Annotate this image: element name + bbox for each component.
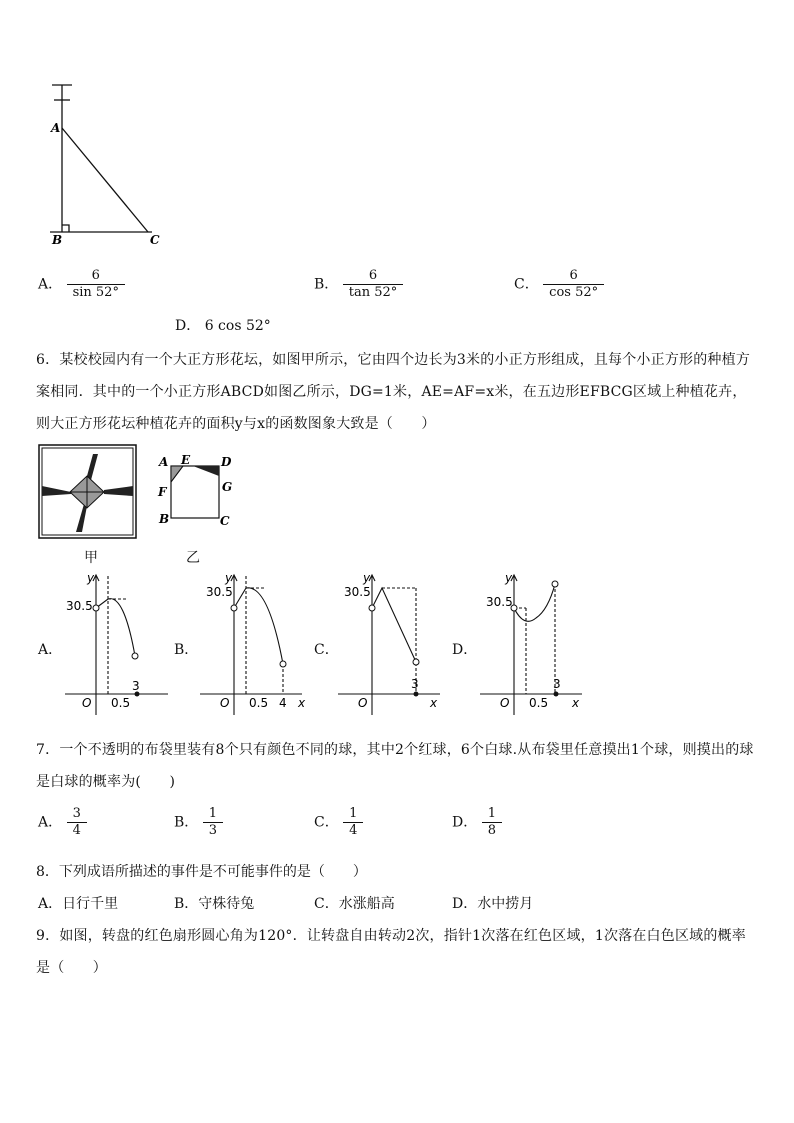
graph-c-x-tick-1: 3 [411,677,419,691]
q9-question: 9．如图，转盘的红色扇形圆心角为120°．让转盘自由转动2次，指针1次落在红色区域，1次落在白色区域的概率是（ ） [36,928,746,976]
graph-d-x-tick-2: 3 [553,677,561,691]
q5-triangle-figure [40,80,170,250]
figure-yi [155,452,237,530]
graph-a-y-label: y [87,571,95,585]
graph-d-y-tick: 30.5 [486,595,513,609]
q7-option-d[interactable]: D． $\frac{1}{8}$ [452,806,502,839]
graph-d-y-label: y [505,571,513,585]
q6-graph-c[interactable] [336,570,446,720]
q6-option-b-letter[interactable]: B． [174,642,199,658]
label-C: C [150,233,160,247]
fraction: $\frac{1}{8}$ [482,806,502,839]
graph-d-x-label: x [572,696,580,710]
q6-graph-b[interactable] [198,570,308,720]
graph-b-y-label: y [225,571,233,585]
q8-option-d[interactable]: D．水中捞月 [452,896,534,912]
q7-option-b[interactable]: B． $\frac{1}{3}$ [174,806,223,839]
q8-question: 8．下列成语所描述的事件是不可能事件的是（ ） [36,864,367,880]
yi-label-F: F [158,485,167,499]
yi-label-E: E [181,453,191,467]
yi-label-D: D [221,455,232,469]
fraction: $\frac{1}{4}$ [343,806,363,839]
yi-label-C: C [220,514,230,528]
fraction: $\frac{6}{\tan 52^\circ}$ [343,268,404,301]
q5-option-b[interactable]: B． $\frac{6}{\tan 52^\circ}$ [314,268,403,301]
q6-option-d-letter[interactable]: D． [452,642,478,658]
graph-b-x-tick-1: 0.5 [249,696,269,710]
graph-c-y-label: y [363,571,371,585]
label-B: B [52,233,63,247]
graph-a-origin: O [82,696,92,710]
q7-option-c[interactable]: C． $\frac{1}{4}$ [314,806,363,839]
q7-option-a[interactable]: A． $\frac{3}{4}$ [38,806,87,839]
q8-option-a[interactable]: A．日行千里 [38,896,119,912]
label-A: A [51,121,61,135]
yi-label-A: A [159,455,169,469]
graph-a-y-tick: 30.5 [66,599,93,613]
figure-jia-caption: 甲 [84,550,98,566]
graph-b-y-tick: 30.5 [206,585,233,599]
q6-option-a-letter[interactable]: A． [38,642,63,658]
graph-c-y-tick: 30.5 [344,585,371,599]
graph-d-origin: O [500,696,510,710]
graph-b-x-tick-2: 4 [279,696,287,710]
graph-a-x-tick-1: 0.5 [111,696,131,710]
graph-b-x-label: x [298,696,306,710]
figure-jia [38,444,138,540]
graph-a-x-tick-2: 3 [132,679,140,693]
graph-c-origin: O [358,696,368,710]
q7-question: 7．一个不透明的布袋里装有8个只有颜色不同的球，其中2个红球，6个白球.从布袋里任意摸出1个球，则摸出的球是白球的概率为( ) [36,742,754,790]
yi-label-G: G [222,480,233,494]
q8-option-b[interactable]: B．守株待兔 [174,896,255,912]
q6-graph-a[interactable] [60,570,170,720]
graph-c-x-label: x [430,696,438,710]
q6-graph-d[interactable] [478,570,588,720]
q5-option-d[interactable]: D． 6 cos 52° [175,318,271,334]
graph-b-origin: O [220,696,230,710]
figure-yi-caption: 乙 [186,550,200,566]
q6-question: 6．某校校园内有一个大正方形花坛，如图甲所示，它由四个边长为3米的小正方形组成，且每个小正方形的种植方案相同．其中的一个小正方形ABCD如图乙所示，DG=1米，AE=AF=x米，在五边形EFBCG区域上种植花卉，则大正方形花坛种植花卉的面积y与x的函数图象大致是（ ） [36,352,751,432]
q5-option-a[interactable]: A． $\frac{6}{\sin 52^\circ}$ [38,268,125,301]
fraction: $\frac{1}{3}$ [203,806,223,839]
q6-option-c-letter[interactable]: C． [314,642,339,658]
yi-label-B: B [159,512,170,526]
q5-option-c[interactable]: C． $\frac{6}{\cos 52^\circ}$ [514,268,604,301]
fraction: $\frac{6}{\sin 52^\circ}$ [67,268,125,301]
q8-option-c[interactable]: C．水涨船高 [314,896,395,912]
fraction: $\frac{6}{\cos 52^\circ}$ [543,268,604,301]
fraction: $\frac{3}{4}$ [67,806,87,839]
graph-d-x-tick-1: 0.5 [529,696,549,710]
